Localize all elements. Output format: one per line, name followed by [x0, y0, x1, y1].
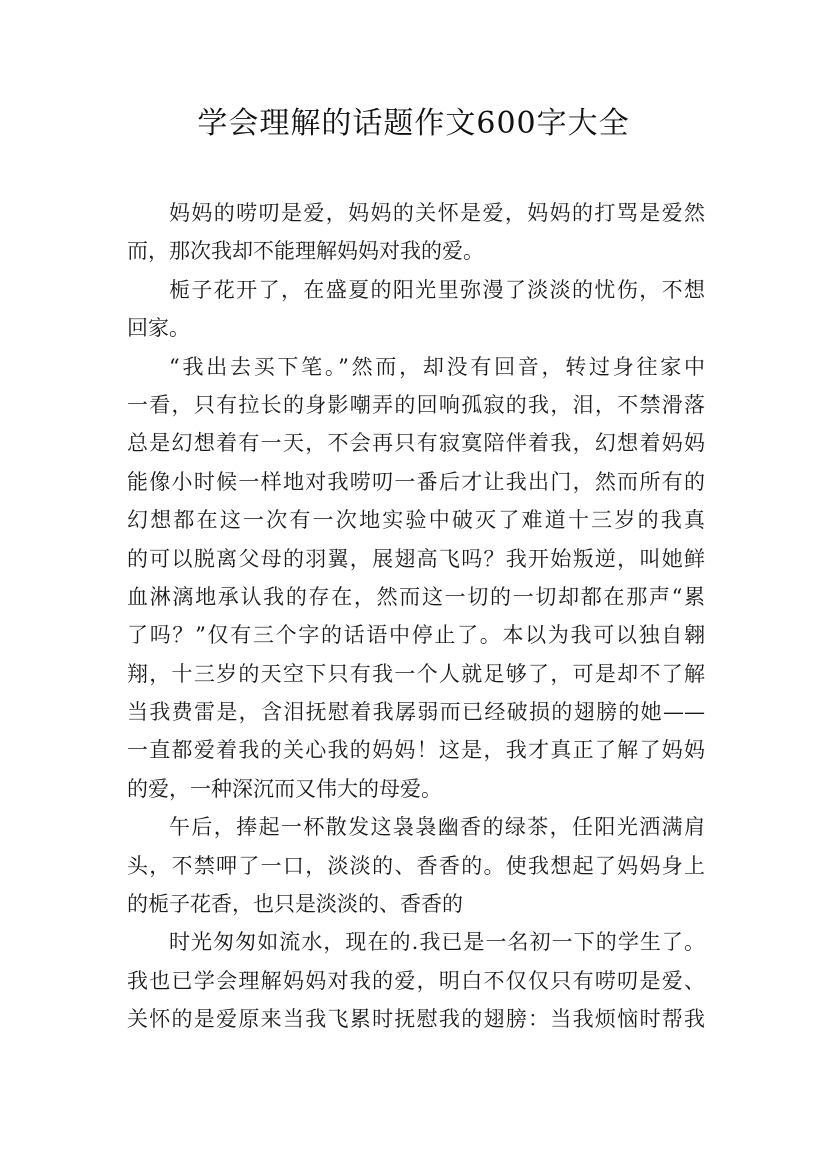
- text-line: 的栀子花香，也只是淡淡的、香香的: [127, 892, 463, 917]
- document-body: [127, 194, 705, 1039]
- text-line: 的可以脱离父母的羽翼，展翅高飞吗？我开始叛逆，叫她鲜: [127, 546, 705, 571]
- text-line: 总是幻想着有一天，不会再只有寂寞陪伴着我，幻想着妈妈: [127, 431, 705, 456]
- text-line: 幻想都在这一次有一次地实验中破灭了难道十三岁的我真: [127, 508, 705, 533]
- text-line: 翔，十三岁的天空下只有我一个人就足够了，可是却不了解: [127, 661, 705, 686]
- document-title: 学会理解的话题作文600字大全: [197, 106, 630, 141]
- text-line: 而，那次我却不能理解妈妈对我的爱。: [127, 239, 484, 264]
- text-line: 时光匆匆如流水，现在的.我已是一名初一下的学生了。: [169, 930, 705, 955]
- text-line: 一直都爱着我的关心我的妈妈！这是，我才真正了解了妈妈: [127, 738, 705, 763]
- text-line: 一看，只有拉长的身影嘲弄的回响孤寂的我，泪，不禁滑落: [127, 392, 705, 417]
- text-line: 我也已学会理解妈妈对我的爱，明白不仅仅只有唠叨是爱、: [127, 968, 705, 993]
- text-line: 关怀的是爱原来当我飞累时抚慰我的翅膀：当我烦恼时帮我: [127, 1007, 705, 1032]
- text-line: 头，不禁呷了一口，淡淡的、香香的。使我想起了妈妈身上: [127, 853, 705, 878]
- text-line: “我出去买下笔。”然而，却没有回音，转过身往家中: [169, 354, 705, 379]
- text-line: 当我费雷是，含泪抚慰着我孱弱而已经破损的翅膀的她——: [127, 700, 705, 725]
- text-line: 血淋漓地承认我的存在，然而这一切的一切却都在那声“累: [127, 584, 705, 609]
- text-line: 了吗？”仅有三个字的话语中停止了。本以为我可以独自翱: [127, 623, 705, 648]
- text-line: 回家。: [127, 316, 190, 341]
- text-line: 栀子花开了，在盛夏的阳光里弥漫了淡淡的忧伤，不想: [169, 277, 705, 302]
- text-line: 的爱，一种深沉而又伟大的母爱。: [127, 776, 442, 801]
- text-line: 午后，捧起一杯散发这袅袅幽香的绿茶，任阳光洒满肩: [169, 815, 705, 840]
- text-line: 妈妈的唠叨是爱，妈妈的关怀是爱，妈妈的打骂是爱然: [169, 201, 705, 225]
- text-line: 能像小时候一样地对我唠叨一番后才让我出门，然而所有的: [127, 469, 705, 494]
